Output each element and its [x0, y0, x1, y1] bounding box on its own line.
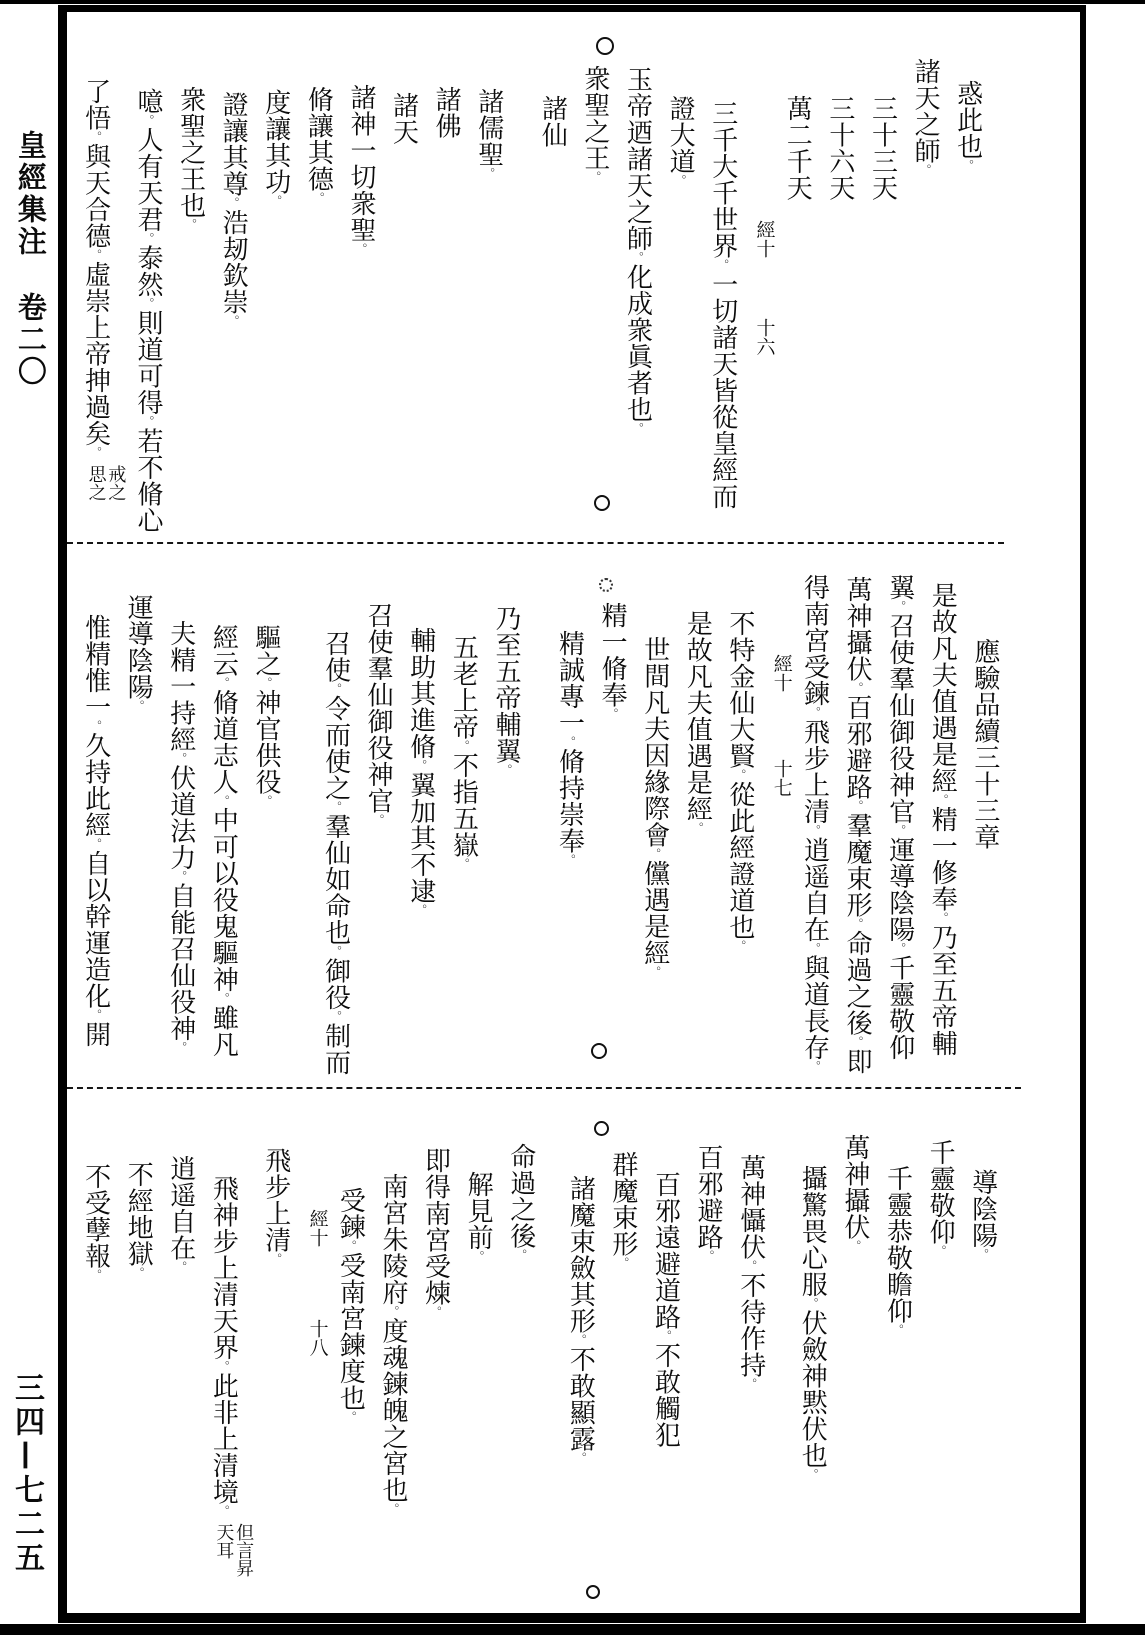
text-column: 惟精惟一。久持此經。自以幹運造化。開 [80, 614, 111, 1048]
reading-mark: 。 [892, 600, 907, 613]
text-column: 輔助其進脩。翼加其不逮。 [405, 627, 436, 916]
reading-mark: 。 [562, 736, 577, 748]
fold-mark-circle [594, 1121, 609, 1136]
reading-mark: 。 [647, 966, 662, 978]
fold-mark-circle [591, 1043, 607, 1059]
text-column: 度讓其功。 [260, 89, 291, 207]
reading-mark: 。 [850, 800, 865, 812]
reading-mark: 。 [630, 422, 645, 435]
reading-mark: 。 [88, 249, 103, 261]
book-title: 皇經集注 [13, 130, 48, 258]
fold-mark-circle [586, 1585, 600, 1599]
text-column: 諸儒聖。 [473, 88, 504, 180]
text-column: 飛步上清。 [260, 1147, 291, 1265]
text-column: 脩讓其德。 [303, 86, 334, 204]
reading-mark: 。 [88, 838, 103, 850]
reading-mark: 。 [807, 942, 822, 955]
inline-small-note [214, 1523, 254, 1577]
text-column: 驅之。神官供役。 [250, 624, 281, 807]
reading-mark: 。 [88, 720, 103, 732]
reading-mark: 。 [918, 164, 933, 176]
text-column: 三十六天 [824, 95, 855, 201]
text-column: 諸仙 [537, 95, 568, 148]
reading-mark: 。 [701, 1250, 716, 1262]
reading-mark: 。 [732, 940, 747, 952]
text-column: 群魔束形。 [607, 1151, 638, 1269]
reading-mark: 。 [183, 218, 198, 231]
reading-mark: 。 [481, 167, 496, 180]
inline-small-note-column: 戒之 [105, 464, 127, 501]
text-column: 得南宮受鍊。飛步上清。逍遥自在。與道長存。 [799, 574, 830, 1073]
reading-mark: 。 [658, 1330, 673, 1342]
text-column: 精誠專一。脩持崇奉。 [554, 630, 585, 866]
fold-mark-circle [599, 578, 613, 592]
reading-mark: 。 [385, 1305, 400, 1318]
reading-mark: 。 [890, 1324, 905, 1336]
reading-mark: 。 [850, 682, 865, 694]
reading-mark: 。 [131, 1267, 146, 1279]
margin-note-column [768, 554, 792, 1083]
text-column: 萬神懾伏。不待作持。 [735, 1154, 766, 1390]
scan-edge-bottom [0, 1624, 1145, 1635]
reading-mark: 。 [573, 1334, 588, 1346]
reading-mark: 。 [140, 114, 155, 127]
text-column: 不經地獄。 [123, 1161, 154, 1279]
reading-mark: 。 [847, 1240, 862, 1252]
reading-mark: 。 [328, 945, 343, 958]
reading-mark: 。 [413, 904, 428, 916]
text-column: 三千大千世界。一切諸天皆從皇經而 [707, 100, 738, 510]
text-column: 諸天之師。 [910, 58, 941, 176]
reading-mark: 。 [226, 197, 241, 209]
reading-mark: 。 [216, 677, 231, 689]
reading-mark: 。 [513, 1249, 528, 1261]
text-column: 召使。令而使之。羣仙如命也。御役。制而 [320, 630, 351, 1076]
text-column: 了悟。與天合德。虛崇上帝抻過矣。 戒之 思之 [80, 78, 127, 501]
reading-mark: 。 [268, 1253, 283, 1265]
text-column: 惑此也。 [952, 80, 983, 172]
reading-mark: 。 [216, 1360, 231, 1373]
margin-note: 十八 [306, 1319, 329, 1357]
text-column: 萬神攝伏。 [839, 1134, 870, 1252]
reading-mark: 。 [328, 1010, 343, 1023]
reading-mark: 。 [258, 677, 273, 689]
text-column: 是故凡夫值遇是經。精一修奉。乃至五帝輔 [927, 582, 958, 1057]
chapter-heading: 應驗品續三十三章 [969, 638, 1000, 850]
reading-mark: 。 [140, 415, 155, 428]
reading-mark: 。 [88, 446, 103, 459]
reading-mark: 。 [413, 759, 428, 772]
text-column: 諸神一切衆聖。 [345, 84, 376, 255]
reading-mark: 。 [587, 171, 602, 183]
reading-mark: 。 [615, 1257, 630, 1269]
text-column: 五老上帝。不指五嶽。 [448, 634, 479, 870]
reading-mark: 。 [258, 795, 273, 807]
margin-note-column [304, 1099, 328, 1607]
reading-mark: 。 [807, 706, 822, 719]
fold-mark-circle [596, 37, 614, 55]
reading-mark: 。 [173, 1261, 188, 1273]
reading-mark: 。 [216, 795, 231, 807]
text-column: 玉帝迺諸天之師。化成衆眞者也。 [622, 66, 653, 435]
reading-mark: 。 [226, 315, 241, 327]
margin-note: 十七 [770, 759, 793, 797]
inline-small-note-column: 思之 [85, 464, 107, 501]
reading-mark: 。 [807, 824, 822, 837]
text-column: 千靈恭敬瞻仰。 [882, 1165, 913, 1336]
reading-mark: 。 [328, 801, 343, 813]
reading-mark: 。 [173, 1041, 188, 1054]
text-column: 導陰陽。 [967, 1169, 998, 1261]
reading-mark: 。 [690, 822, 705, 834]
reading-mark: 。 [131, 700, 146, 712]
reading-mark: 。 [935, 794, 950, 806]
text-column: 乃至五帝輔翼。 [490, 605, 521, 776]
text-column: 證讓其尊。浩刼欽崇。 [218, 91, 249, 327]
reading-mark: 。 [850, 918, 865, 930]
reading-mark: 。 [456, 740, 471, 752]
reading-mark: 。 [573, 1452, 588, 1464]
margin-note-column [751, 22, 775, 538]
reading-mark: 。 [743, 1378, 758, 1390]
text-column: 百邪避路。 [693, 1144, 724, 1262]
reading-mark: 。 [371, 814, 386, 826]
reading-mark: 。 [428, 1306, 443, 1318]
reading-mark: 。 [743, 1260, 758, 1272]
text-column: 精一脩奉。 [597, 602, 628, 720]
fold-mark-circle [594, 495, 610, 511]
reading-mark: 。 [311, 192, 326, 204]
inline-small-note-column: 天耳 [213, 1523, 235, 1559]
reading-mark: 。 [605, 708, 620, 720]
page-frame [58, 5, 1086, 1623]
reading-mark: 。 [385, 1503, 400, 1515]
text-column: 經云。脩道志人。中可以役鬼驅神。雖凡 [208, 624, 239, 1058]
inline-small-note-column: 但言昇 [233, 1523, 255, 1577]
reading-mark: 。 [173, 752, 188, 765]
text-column: 攝驚畏心服。伏斂神黙伏也。 [797, 1165, 828, 1481]
text-column: 諸天 [388, 92, 419, 145]
scan-edge-top [0, 0, 1145, 4]
text-column: 諸魔束斂其形。不敢顯露。 [565, 1175, 596, 1464]
text-column: 翼。召使羣仙御役神官。運導陰陽。千靈敬仰 [884, 574, 915, 1061]
reading-mark: 。 [498, 764, 513, 776]
text-column: 三十三天 [867, 95, 898, 201]
text-column: 千靈敬仰。 [925, 1139, 956, 1257]
margin-note: 經十 [753, 220, 776, 258]
text-column: 受鍊。受南宮鍊度也。 [335, 1187, 366, 1423]
reading-mark: 。 [647, 848, 662, 860]
inline-small-note [86, 465, 126, 501]
reading-mark: 。 [892, 942, 907, 955]
reading-mark: 。 [88, 1269, 103, 1281]
reading-mark: 。 [562, 854, 577, 866]
section-top [67, 12, 1004, 544]
reading-mark: 。 [140, 232, 155, 245]
reading-mark: 。 [88, 1009, 103, 1021]
text-column: 即得南宮受煉。 [420, 1147, 451, 1318]
text-column: 召使羣仙御役神官。 [363, 602, 394, 826]
reading-mark: 。 [343, 1240, 358, 1252]
page-number-margin: 三四—七二五 [9, 1372, 44, 1576]
margin-note: 十六 [753, 318, 776, 356]
text-column: 百邪遠避道路。不敢觸犯 [650, 1171, 681, 1448]
text-column: 萬神攝伏。百邪避路。羣魔束形。命過之後。即 [842, 576, 873, 1075]
text-column: 解見前。 [463, 1171, 494, 1263]
text-column: 命過之後。 [505, 1143, 536, 1261]
text-column: 衆聖之王也。 [175, 86, 206, 231]
text-column: 噫。人有天君。泰然。則道可得。若不脩心 [132, 88, 163, 534]
text-column: 世間凡夫因緣際會。儻遇是經。 [639, 636, 670, 978]
text-column: 南宮朱陵府。度魂鍊魄之宮也。 [377, 1173, 408, 1515]
reading-mark: 。 [630, 251, 645, 264]
reading-mark: 。 [328, 683, 343, 695]
reading-mark: 。 [673, 174, 688, 187]
reading-mark: 。 [471, 1250, 486, 1263]
reading-mark: 。 [732, 769, 747, 781]
margin-note: 經十 [770, 654, 793, 692]
reading-mark: 。 [960, 159, 975, 172]
reading-mark: 。 [805, 1297, 820, 1310]
text-column: 逍遥自在。 [165, 1155, 196, 1273]
reading-mark: 。 [353, 243, 368, 255]
reading-mark: 。 [892, 824, 907, 837]
text-column: 諸佛 [431, 86, 462, 139]
reading-mark: 。 [216, 992, 231, 1005]
reading-mark: 。 [140, 297, 155, 310]
reading-mark: 。 [715, 259, 730, 271]
text-column: 不受孽報。 [80, 1163, 111, 1281]
reading-mark: 。 [850, 1036, 865, 1048]
volume-label: 卷二〇 [13, 292, 48, 388]
reading-mark: 。 [933, 1245, 948, 1257]
text-column: 萬二千天 [782, 95, 813, 201]
reading-mark: 。 [935, 912, 950, 924]
section-middle [67, 544, 1021, 1089]
text-column: 證大道。 [665, 95, 696, 187]
text-column: 衆聖之王。 [579, 65, 610, 183]
reading-mark: 。 [805, 1468, 820, 1481]
reading-mark: 。 [173, 870, 188, 883]
text-column: 夫精一持經。伏道法力。自能召仙役神。 [165, 620, 196, 1054]
reading-mark: 。 [807, 1060, 822, 1073]
text-column: 飛神步上清天界。此非上清境。 但言昇 天耳 [208, 1175, 255, 1577]
reading-mark: 。 [268, 195, 283, 207]
reading-mark: 。 [975, 1248, 990, 1261]
margin-note: 經十 [306, 1209, 329, 1247]
reading-mark: 。 [88, 131, 103, 143]
text-column: 不特金仙大賢。從此經證道也。 [724, 610, 755, 952]
reading-mark: 。 [343, 1411, 358, 1423]
reading-mark: 。 [456, 858, 471, 870]
text-column: 運導陰陽。 [123, 594, 154, 712]
reading-mark: 。 [216, 1505, 231, 1517]
text-column: 是故凡夫值遇是經。 [682, 610, 713, 834]
book-title-margin [14, 130, 46, 388]
section-bottom [67, 1089, 1019, 1611]
